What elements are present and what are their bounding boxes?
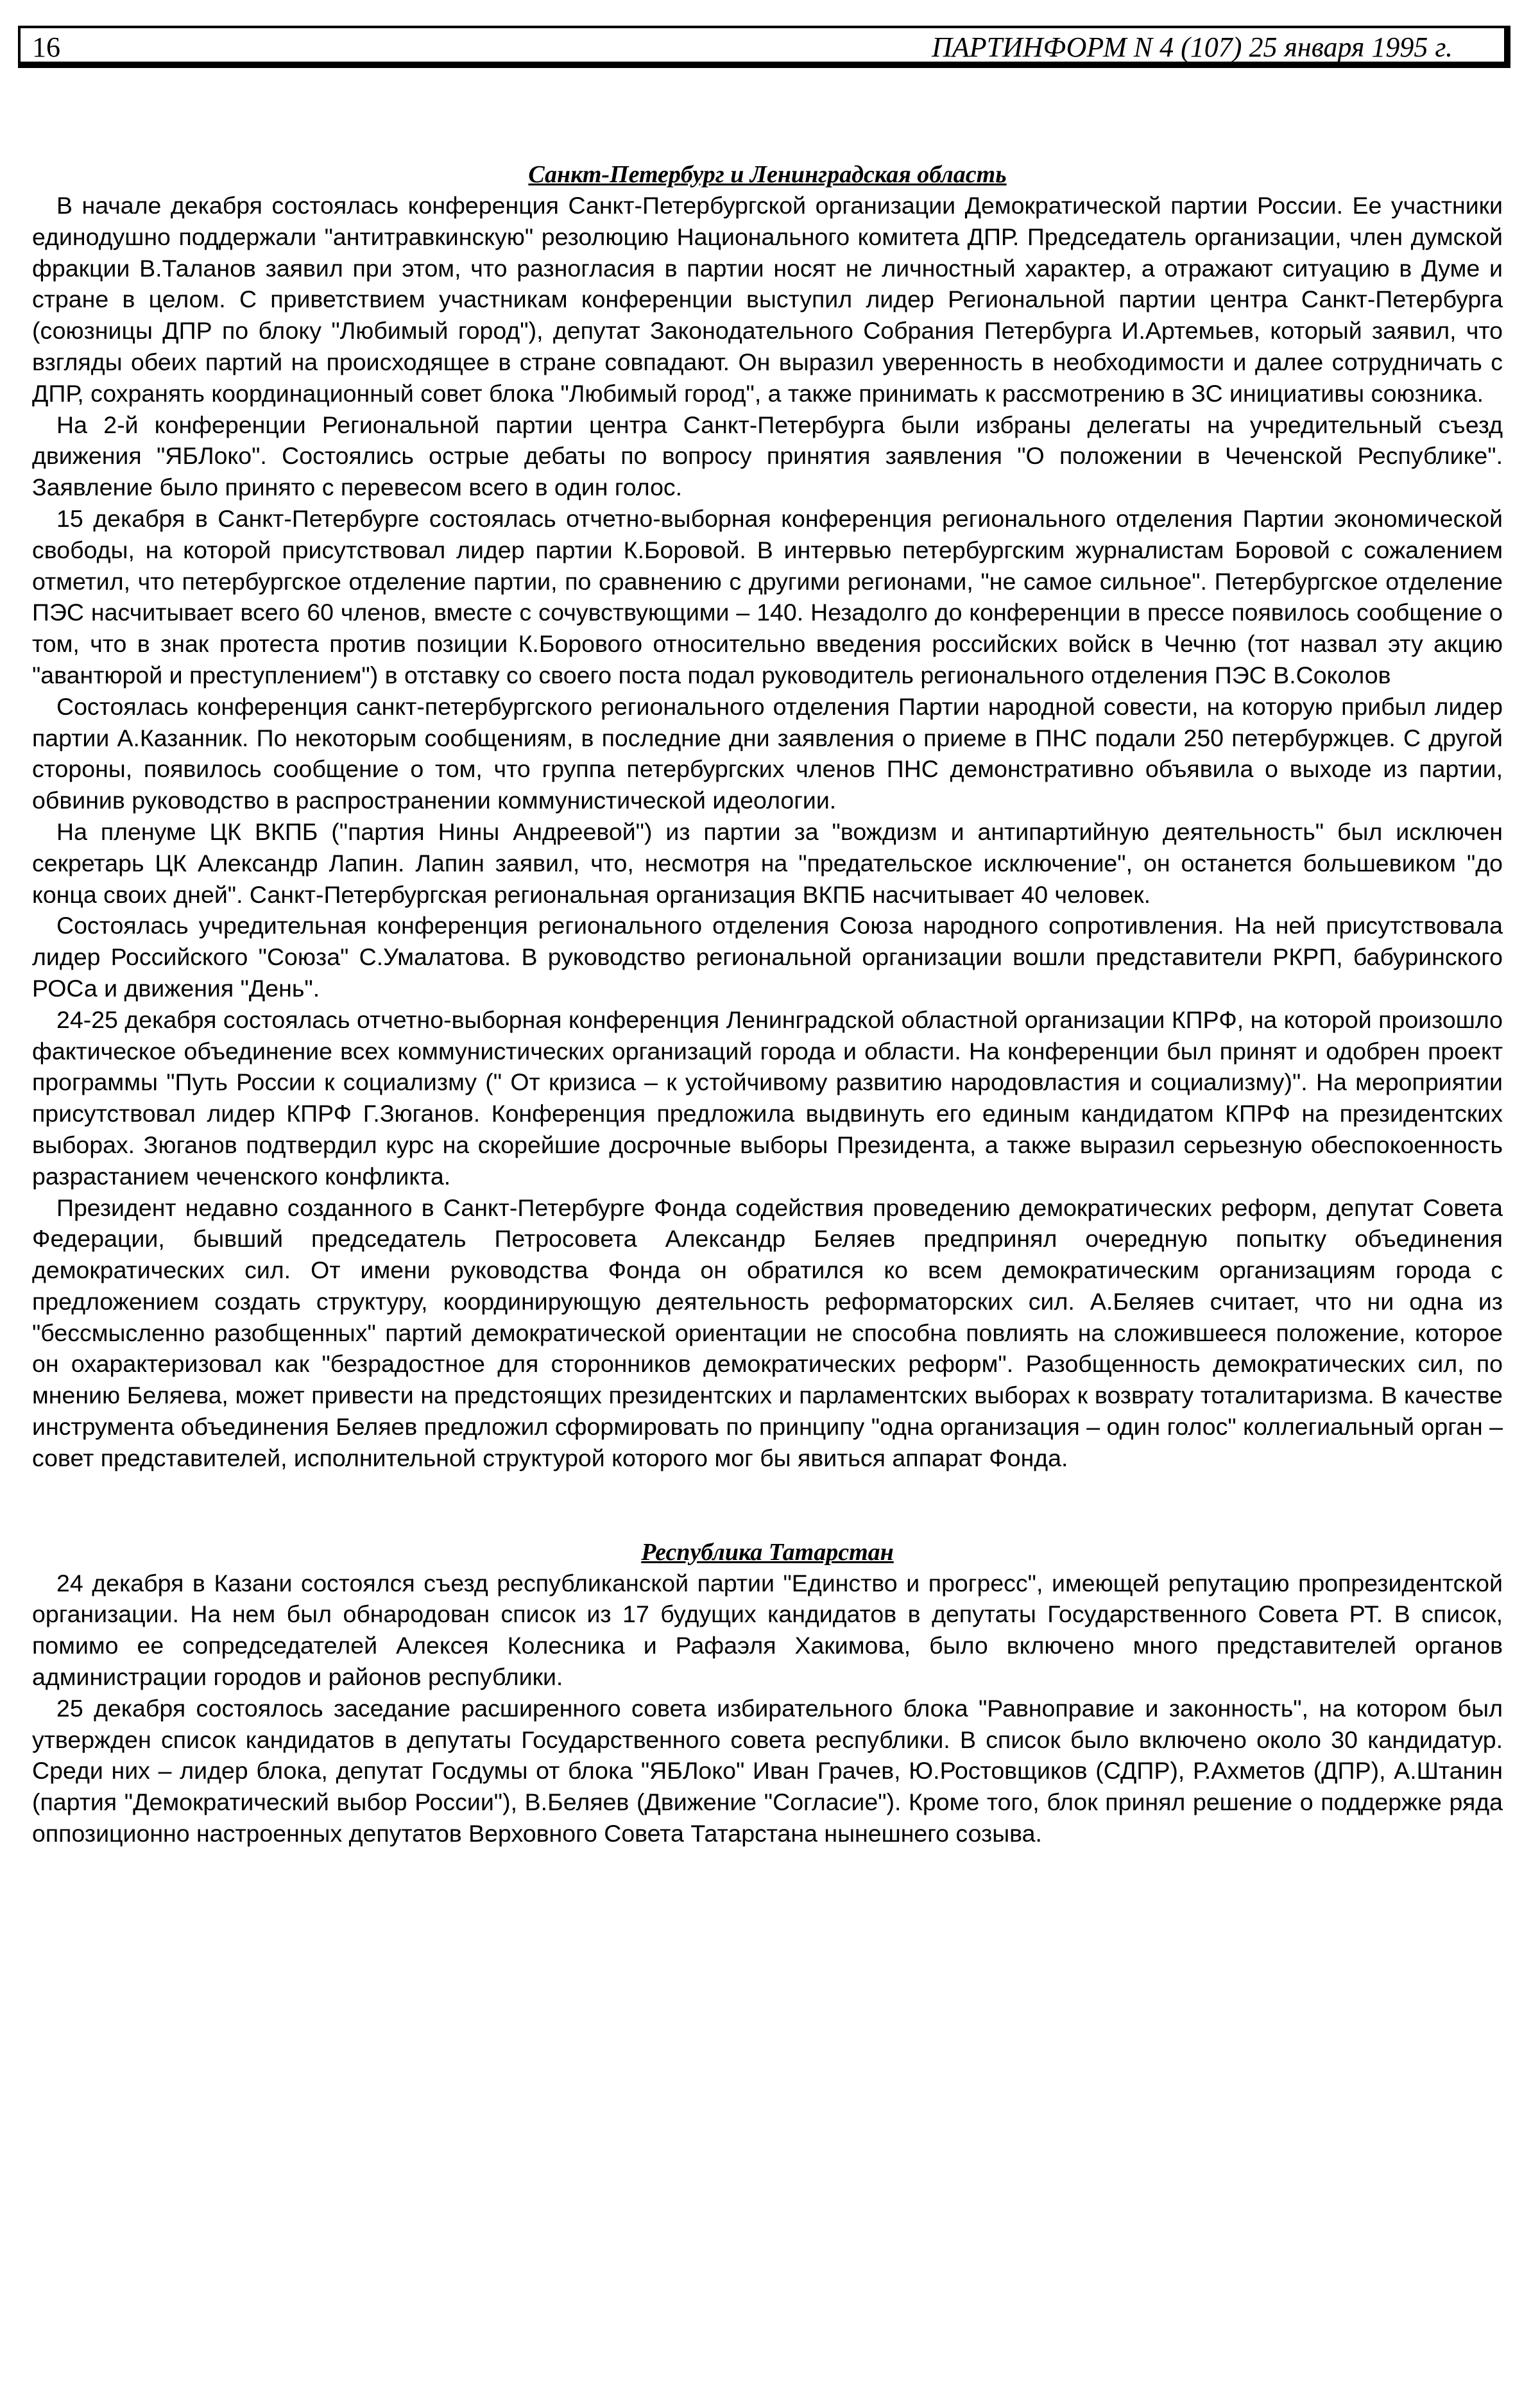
page-header <box>18 26 1510 68</box>
article-body <box>32 159 1503 1849</box>
paragraph: Состоялась учредительная конференция регионального отделения Союза народного сопротивления. На ней присутствовала лидер Российского "Союза" С.Умалатова. В руководство региональной организации вошли представители РКРП, бабуринского РОСа и движения "День". <box>32 912 1503 1002</box>
running-title: ПАРТИНФОРМ N 4 (107) 25 января 1995 г. <box>932 31 1453 63</box>
paragraph: На 2-й конференции Региональной партии центра Санкт-Петербурга были избраны делегаты на учредительный съезд движения "ЯБЛоко". Состоялись острые дебаты по вопросу принятия заявления "О положении в Чеченской Республике". Заявление было принято с перевесом всего в один голос. <box>32 411 1503 501</box>
paragraph: Президент недавно созданного в Санкт-Петербурге Фонда содействия проведению демократических реформ, депутат Совета Федерации, бывший председатель Петросовета Александр Беляев предпринял очередную попытку объединения демократических сил. От имени руководства Фонда он обратился ко всем демократическим организациям города с предложением создать структуру, координирующую деятельность реформаторских сил. А.Беляев считает, что ни одна из "бессмысленно разобщенных" партий демократической ориентации не способна повлиять на сложившееся положение, которое он охарактеризовал как "безрадостное для сторонников демократических реформ". Разобщенность демократических сил, по мнению Беляева, может привести на предстоящих президентских и парламентских выборах к возврату тоталитаризма. В качестве инструмента объединения Беляев предложил сформировать по принципу "одна организация – один голос" коллегиальный орган – совет представителей, исполнительной структурой которого мог бы явиться аппарат Фонда. <box>32 1194 1503 1471</box>
paragraph: На пленуме ЦК ВКПБ ("партия Нины Андреевой") из партии за "вождизм и антипартийную деятельность" был исключен секретарь ЦК Александр Лапин. Лапин заявил, что, несмотря на "предательское исключение", он останется большевиком "до конца своих дней". Санкт-Петербургская региональная организация ВКПБ насчитывает 40 человек. <box>32 818 1503 908</box>
section-heading-tatarstan: Республика Татарстан <box>641 1538 894 1566</box>
paragraph: 24 декабря в Казани состоялся съезд республиканской партии "Единство и прогресс", имеющей репутацию пропрезидентской организации. На нем был обнародован список из 17 будущих кандидатов в депутаты Государственного Совета РТ. В список, помимо ее сопредседателей Алексея Колесника и Рафаэля Хакимова, было включено много представителей органов администрации городов и районов республики. <box>32 1569 1503 1691</box>
paragraph: 24-25 декабря состоялась отчетно-выборная конференция Ленинградской областной организации КПРФ, на которой произошло фактическое объединение всех коммунистических организаций города и области. На конференции был принят и одобрен проект программы "Путь России к социализму (" От кризиса – к устойчивому развитию народовластия и социализму)". На мероприятии присутствовал лидер КПРФ Г.Зюганов. Конференция предложила выдвинуть его единым кандидатом КПРФ на президентских выборах. Зюганов подтвердил курс на скорейшие досрочные выборы Президента, а также выразил серьезную обеспокоенность разрастанием чеченского конфликта. <box>32 1006 1503 1190</box>
page-number: 16 <box>32 31 60 63</box>
paragraph: 25 декабря состоялось заседание расширенного совета избирательного блока "Равноправие и законность", на котором был утвержден список кандидатов в депутаты Государственного совета республики. В список было включено около 30 кандидатур. Среди них – лидер блока, депутат Госдумы от блока "ЯБЛоко" Иван Грачев, Ю.Ростовщиков (СДПР), Р.Ахметов (ДПР), А.Штанин (партия "Демократический выбор России"), В.Беляев (Движение "Согласие"). Кроме того, блок принял решение о поддержке ряда оппозиционно настроенных депутатов Верховного Совета Татарстана нынешнего созыва. <box>32 1694 1503 1847</box>
section-heading-spb: Санкт-Петербург и Ленинградская область <box>528 161 1007 188</box>
paragraph: Состоялась конференция санкт-петербургского регионального отделения Партии народной совести, на которую прибыл лидер партии А.Казанник. По некоторым сообщениям, в последние дни заявления о приеме в ПНС подали 250 петербуржцев. С другой стороны, появилось сообщение о том, что группа петербургских членов ПНС демонстративно объявила о выходе из партии, обвинив руководство в распространении коммунистической идеологии. <box>32 692 1503 814</box>
paragraph: 15 декабря в Санкт-Петербурге состоялась отчетно-выборная конференция регионального отделения Партии экономической свободы, на которой присутствовал лидер партии К.Боровой. В интервью петербургским журналистам Боровой с сожалением отметил, что петербургское отделение партии, по сравнению с другими регионами, "не самое сильное". Петербургское отделение ПЭС насчитывает всего 60 членов, вместе с сочувствующими – 140. Незадолго до конференции в прессе появилось сообщение о том, что в знак протеста против позиции К.Борового относительно введения российских войск в Чечню (тот назвал эту акцию "авантюрой и преступлением") в отставку со своего поста подал руководитель регионального отделения ПЭС В.Соколов <box>32 504 1503 689</box>
paragraph: В начале декабря состоялась конференция Санкт-Петербургской организации Демократической партии России. Ее участники единодушно поддержали "антитравкинскую" резолюцию Национального комитета ДПР. Председатель организации, член думской фракции В.Таланов заявил при этом, что разногласия в партии носят не личностный характер, а отражают ситуацию в Думе и стране в целом. С приветствием участникам конференции выступил лидер Региональной партии центра Санкт-Петербурга (союзницы ДПР по блоку "Любимый город"), депутат Законодательного Собрания Петербурга И.Артемьев, который заявил, что взгляды обеих партий на происходящее в стране совпадают. Он выразил уверенность в необходимости и далее сотрудничать с ДПР, сохранять координационный совет блока "Любимый город", а также принимать к рассмотрению в ЗС инициативы союзника. <box>32 192 1503 407</box>
